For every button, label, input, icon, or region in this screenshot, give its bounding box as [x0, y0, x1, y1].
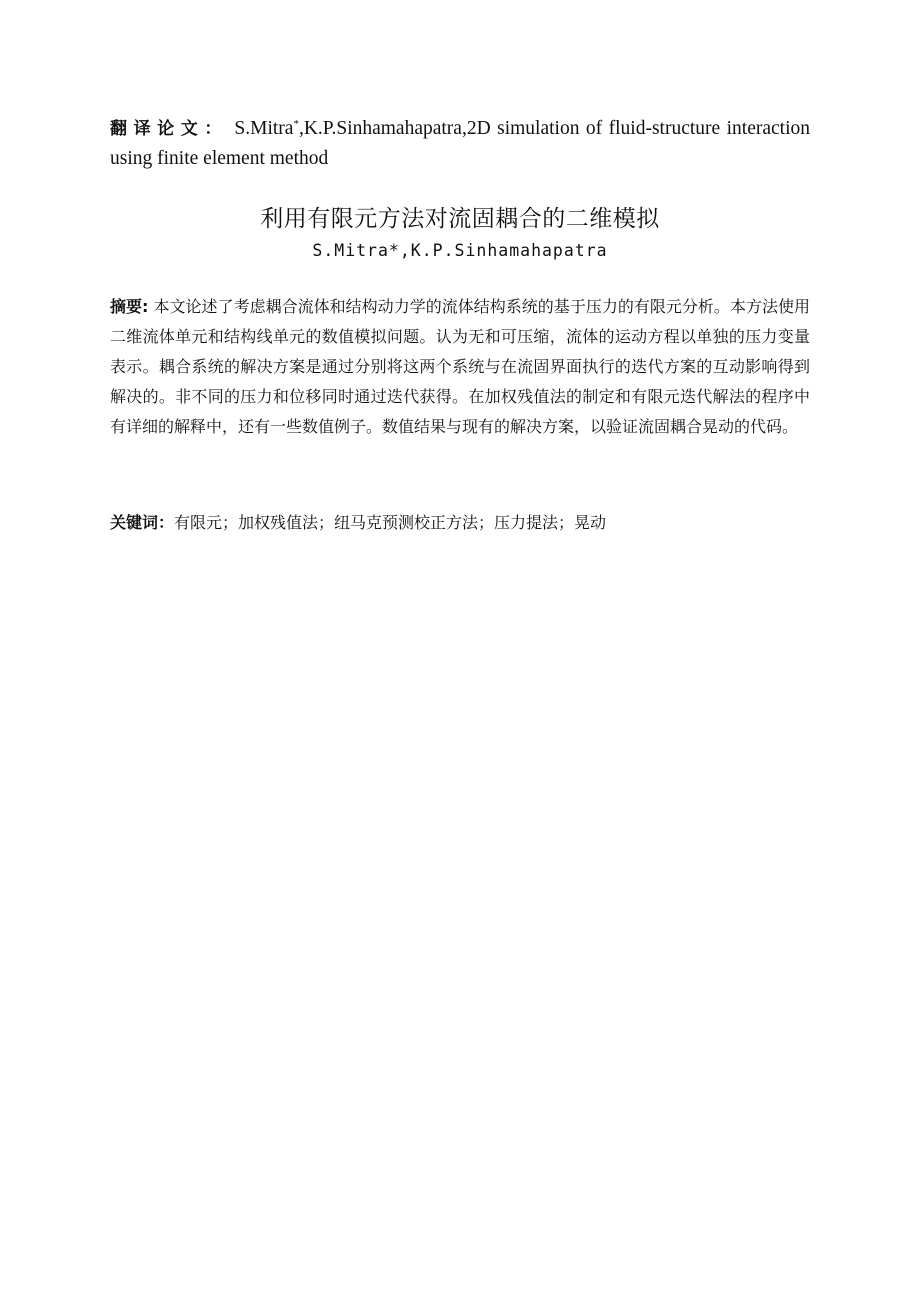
- paper-title: 利用有限元方法对流固耦合的二维模拟: [260, 206, 660, 232]
- abstract-paragraph: [110, 292, 810, 442]
- paper-authors: S.Mitra*,K.P.Sinhamahapatra: [312, 241, 608, 260]
- keywords-line: [110, 508, 810, 538]
- reference-citation: ,K.P.Sinhamahapatra,2D simulation of fluid-structure interaction using finite element method: [110, 118, 811, 169]
- keywords-text: 有限元；加权残值法；纽马克预测校正方法；压力提法；晃动: [174, 513, 607, 532]
- corresponding-author-mark: *: [293, 118, 299, 130]
- translation-reference: [110, 114, 810, 174]
- keywords-label: 关键词：: [110, 513, 175, 532]
- abstract-label: 摘要:: [110, 297, 149, 316]
- abstract-text: 本文论述了考虑耦合流体和结构动力学的流体结构系统的基于压力的有限元分析。本方法使用二维流体单元和结构线单元的数值模拟问题。认为无和可压缩，流体的运动方程以单独的压力变量表示。耦合系统的解决方案是通过分别将这两个系统与在流固界面执行的迭代方案的互动影响得到解决的。非不同的压力和位移同时通过迭代获得。在加权残值法的制定和有限元迭代解法的程序中有详细的解释中，还有一些数值例子。数值结果与现有的解决方案，以验证流固耦合晃动的代码。: [110, 297, 810, 436]
- reference-first-author: S.Mitra: [234, 118, 294, 139]
- reference-label: 翻译论文：: [110, 119, 228, 139]
